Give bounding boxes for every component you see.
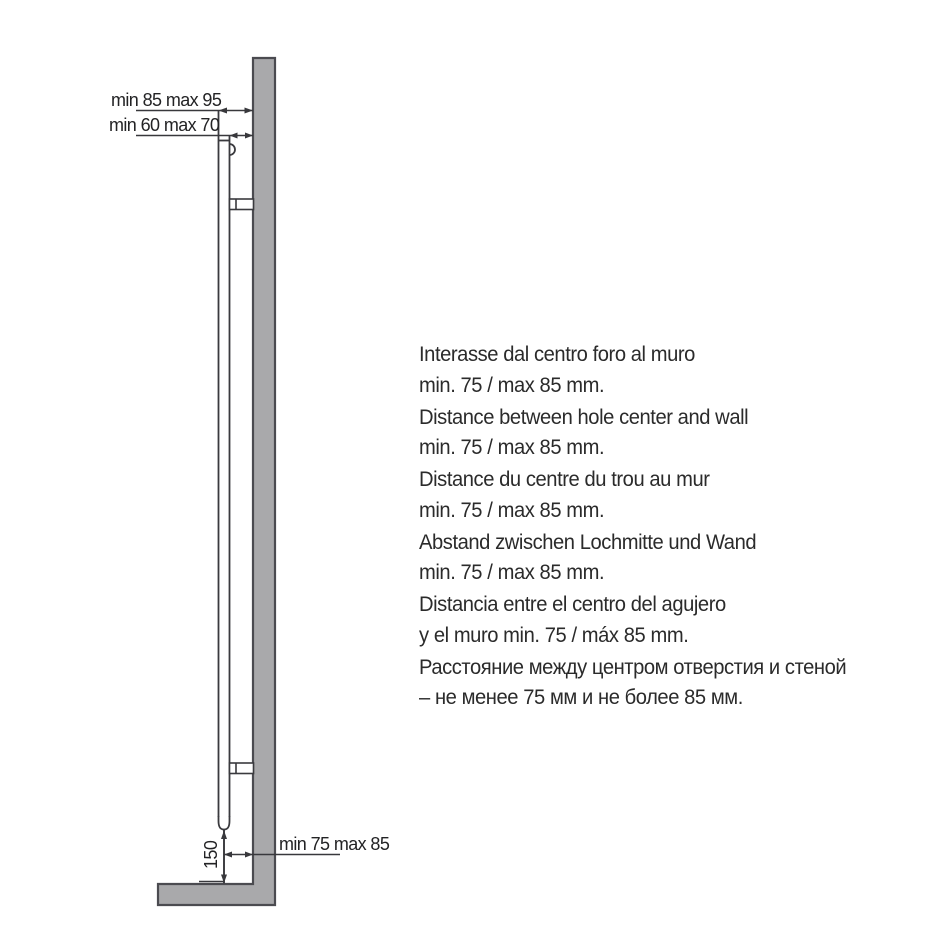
dim-depth-bracket-label: min 60 max 70 bbox=[109, 115, 220, 135]
instruction-line: min. 75 / max 85 mm. bbox=[419, 561, 605, 584]
instruction-line: Distance du centre du trou au mur bbox=[419, 468, 710, 491]
instruction-line: – не менее 75 мм и не более 85 мм. bbox=[419, 686, 743, 709]
instruction-french bbox=[419, 465, 846, 526]
dimension-bottom-wall bbox=[224, 834, 390, 858]
instruction-english bbox=[419, 403, 846, 464]
dimension-floor-height bbox=[199, 830, 227, 883]
instruction-italian bbox=[419, 340, 846, 401]
instruction-spanish bbox=[419, 590, 846, 651]
dim-depth-total-label: min 85 max 95 bbox=[111, 90, 222, 110]
wall-floor-section bbox=[158, 58, 275, 905]
dim-floor-height-label: 150 bbox=[201, 840, 221, 869]
instruction-line: min. 75 / max 85 mm. bbox=[419, 498, 605, 522]
instruction-german bbox=[419, 528, 846, 589]
instruction-line: y el muro min. 75 / máx 85 mm. bbox=[419, 623, 689, 647]
wall-bracket-top bbox=[230, 199, 254, 210]
instruction-line: min. 75 / max 85 mm. bbox=[419, 436, 605, 459]
wall-bracket-bottom bbox=[230, 763, 254, 774]
dimension-depth-bracket bbox=[109, 115, 253, 139]
instruction-line: Distancia entre el centro del agujero bbox=[419, 593, 726, 616]
instruction-line: min. 75 / max 85 mm. bbox=[419, 373, 605, 397]
instruction-line: Interasse dal centro foro al muro bbox=[419, 343, 695, 366]
instruction-line: Расстояние между центром отверстия и стеной bbox=[419, 655, 847, 679]
instruction-russian bbox=[419, 653, 846, 714]
instruction-text-block bbox=[419, 340, 846, 715]
instruction-line: Abstand zwischen Lochmitte und Wand bbox=[419, 530, 757, 554]
tube-bottom-cap bbox=[219, 816, 230, 830]
dimension-depth-total bbox=[111, 90, 253, 114]
dim-bottom-wall-label: min 75 max 85 bbox=[279, 834, 390, 854]
instruction-line: Distance between hole center and wall bbox=[419, 405, 749, 429]
